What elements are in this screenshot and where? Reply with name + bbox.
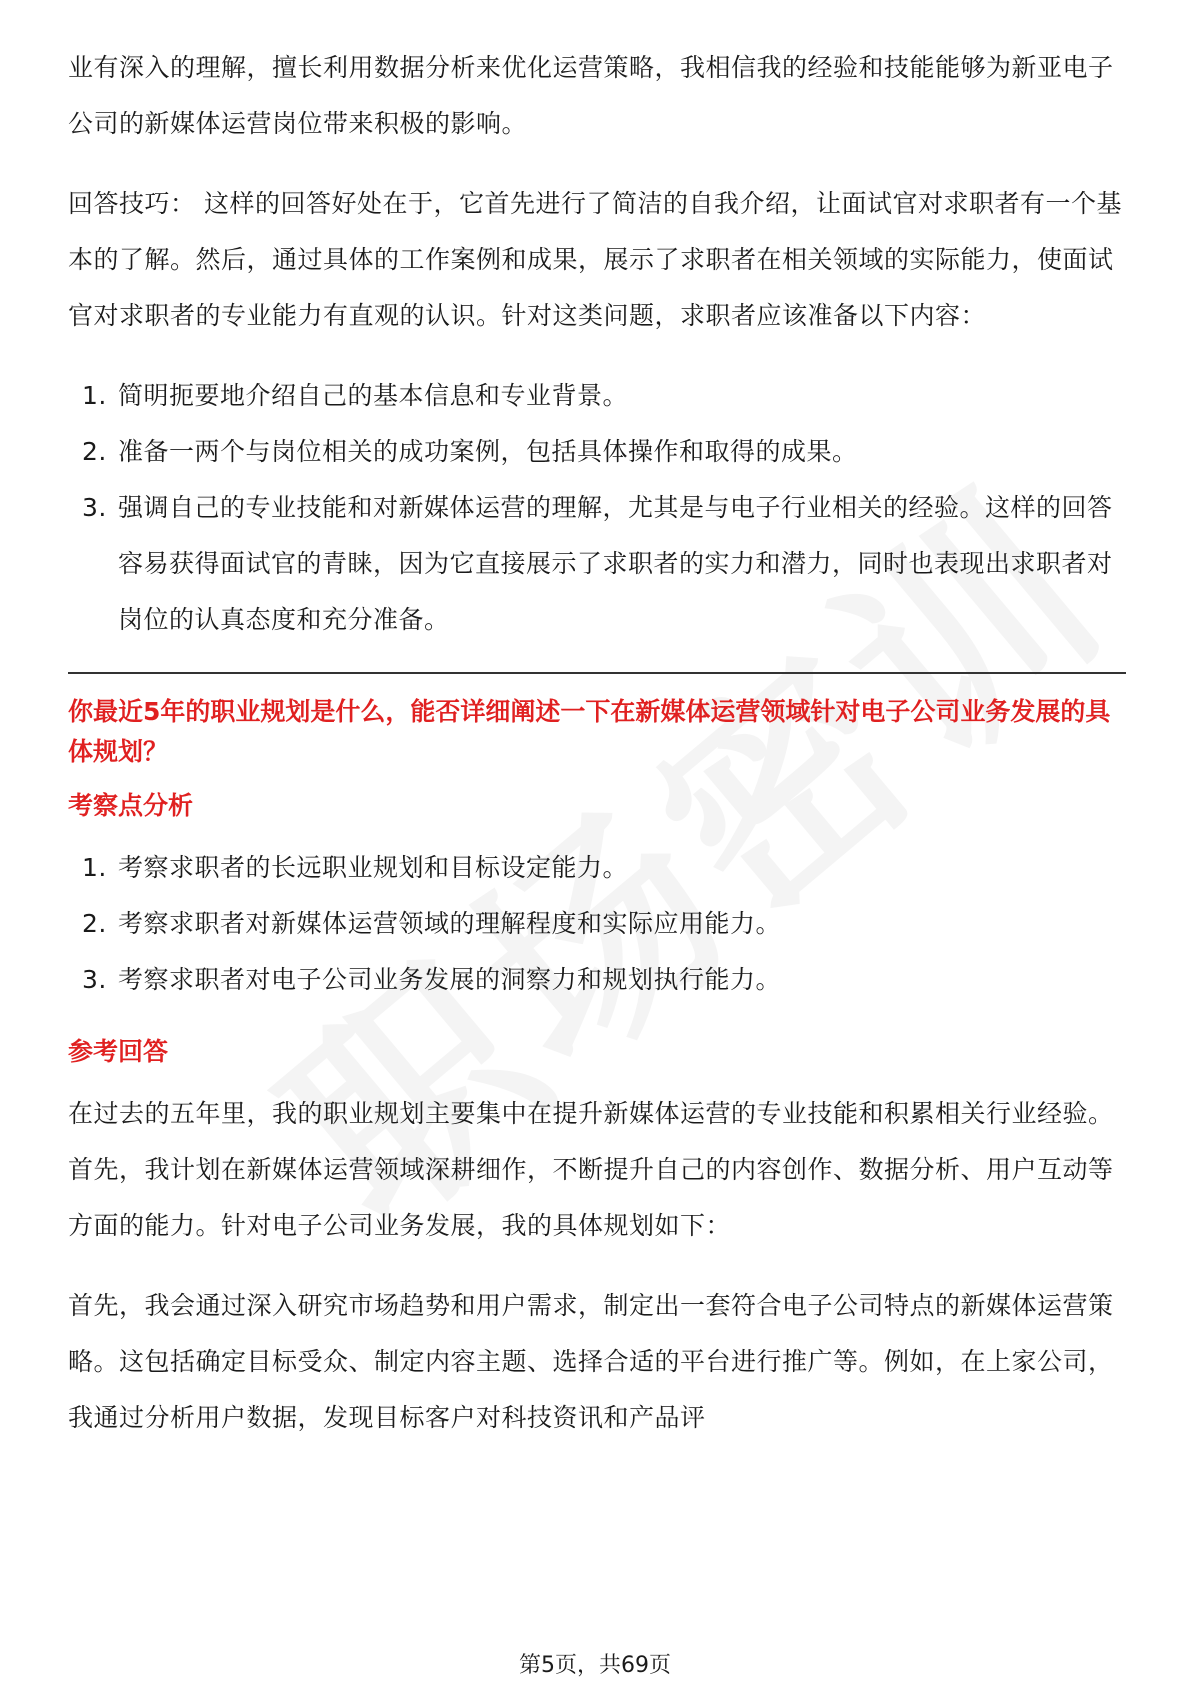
answer-paragraph: 在过去的五年里，我的职业规划主要集中在提升新媒体运营的专业技能和积累相关行业经验。首先，我计划在新媒体运营领域深耕细作，不断提升自己的内容创作、数据分析、用户互动等方面的能力。针对电子公司业务发展，我的具体规划如下： bbox=[68, 1099, 1114, 1240]
question-heading: 你最近5年的职业规划是什么，能否详细阐述一下在新媒体运营领域针对电子公司业务发展的具体规划？ bbox=[68, 697, 1111, 766]
list-item: 3. 考察求职者对电子公司业务发展的洞察力和规划执行能力。 bbox=[82, 965, 782, 994]
tips-paragraph: 回答技巧： 这样的回答好处在于，它首先进行了简洁的自我介绍，让面试官对求职者有一个基本的了解。然后，通过具体的工作案例和成果，展示了求职者在相关领域的实际能力，使面试官对求职者的专业能力有直观的认识。针对这类问题，求职者应该准备以下内容： bbox=[68, 189, 1122, 330]
analysis-title: 考察点分析 bbox=[68, 791, 194, 820]
list-item: 2. 准备一两个与岗位相关的成功案例，包括具体操作和取得的成果。 bbox=[82, 437, 858, 466]
list-item: 1. 考察求职者的长远职业规划和目标设定能力。 bbox=[82, 853, 629, 882]
page-content bbox=[68, 40, 1128, 1470]
prep-list bbox=[68, 368, 1128, 648]
list-item: 3. 强调自己的专业技能和对新媒体运营的理解，尤其是与电子行业相关的经验。这样的回答容易获得面试官的青睐，因为它直接展示了求职者的实力和潜力，同时也表现出求职者对岗位的认真态度和充分准备。 bbox=[82, 493, 1113, 634]
answer-title: 参考回答 bbox=[68, 1037, 169, 1066]
answer-paragraph: 首先，我会通过深入研究市场趋势和用户需求，制定出一套符合电子公司特点的新媒体运营策略。这包括确定目标受众、制定内容主题、选择合适的平台进行推广等。例如，在上家公司，我通过分析用户数据，发现目标客户对科技资讯和产品评 bbox=[68, 1291, 1114, 1432]
analysis-list bbox=[68, 840, 1128, 1008]
section-divider bbox=[68, 672, 1126, 674]
page-footer: 第5页，共69页 bbox=[519, 1653, 671, 1678]
list-item: 1. 简明扼要地介绍自己的基本信息和专业背景。 bbox=[82, 381, 629, 410]
list-item: 2. 考察求职者对新媒体运营领域的理解程度和实际应用能力。 bbox=[82, 909, 782, 938]
intro-paragraph: 业有深入的理解，擅长利用数据分析来优化运营策略，我相信我的经验和技能能够为新亚电子公司的新媒体运营岗位带来积极的影响。 bbox=[68, 53, 1114, 138]
